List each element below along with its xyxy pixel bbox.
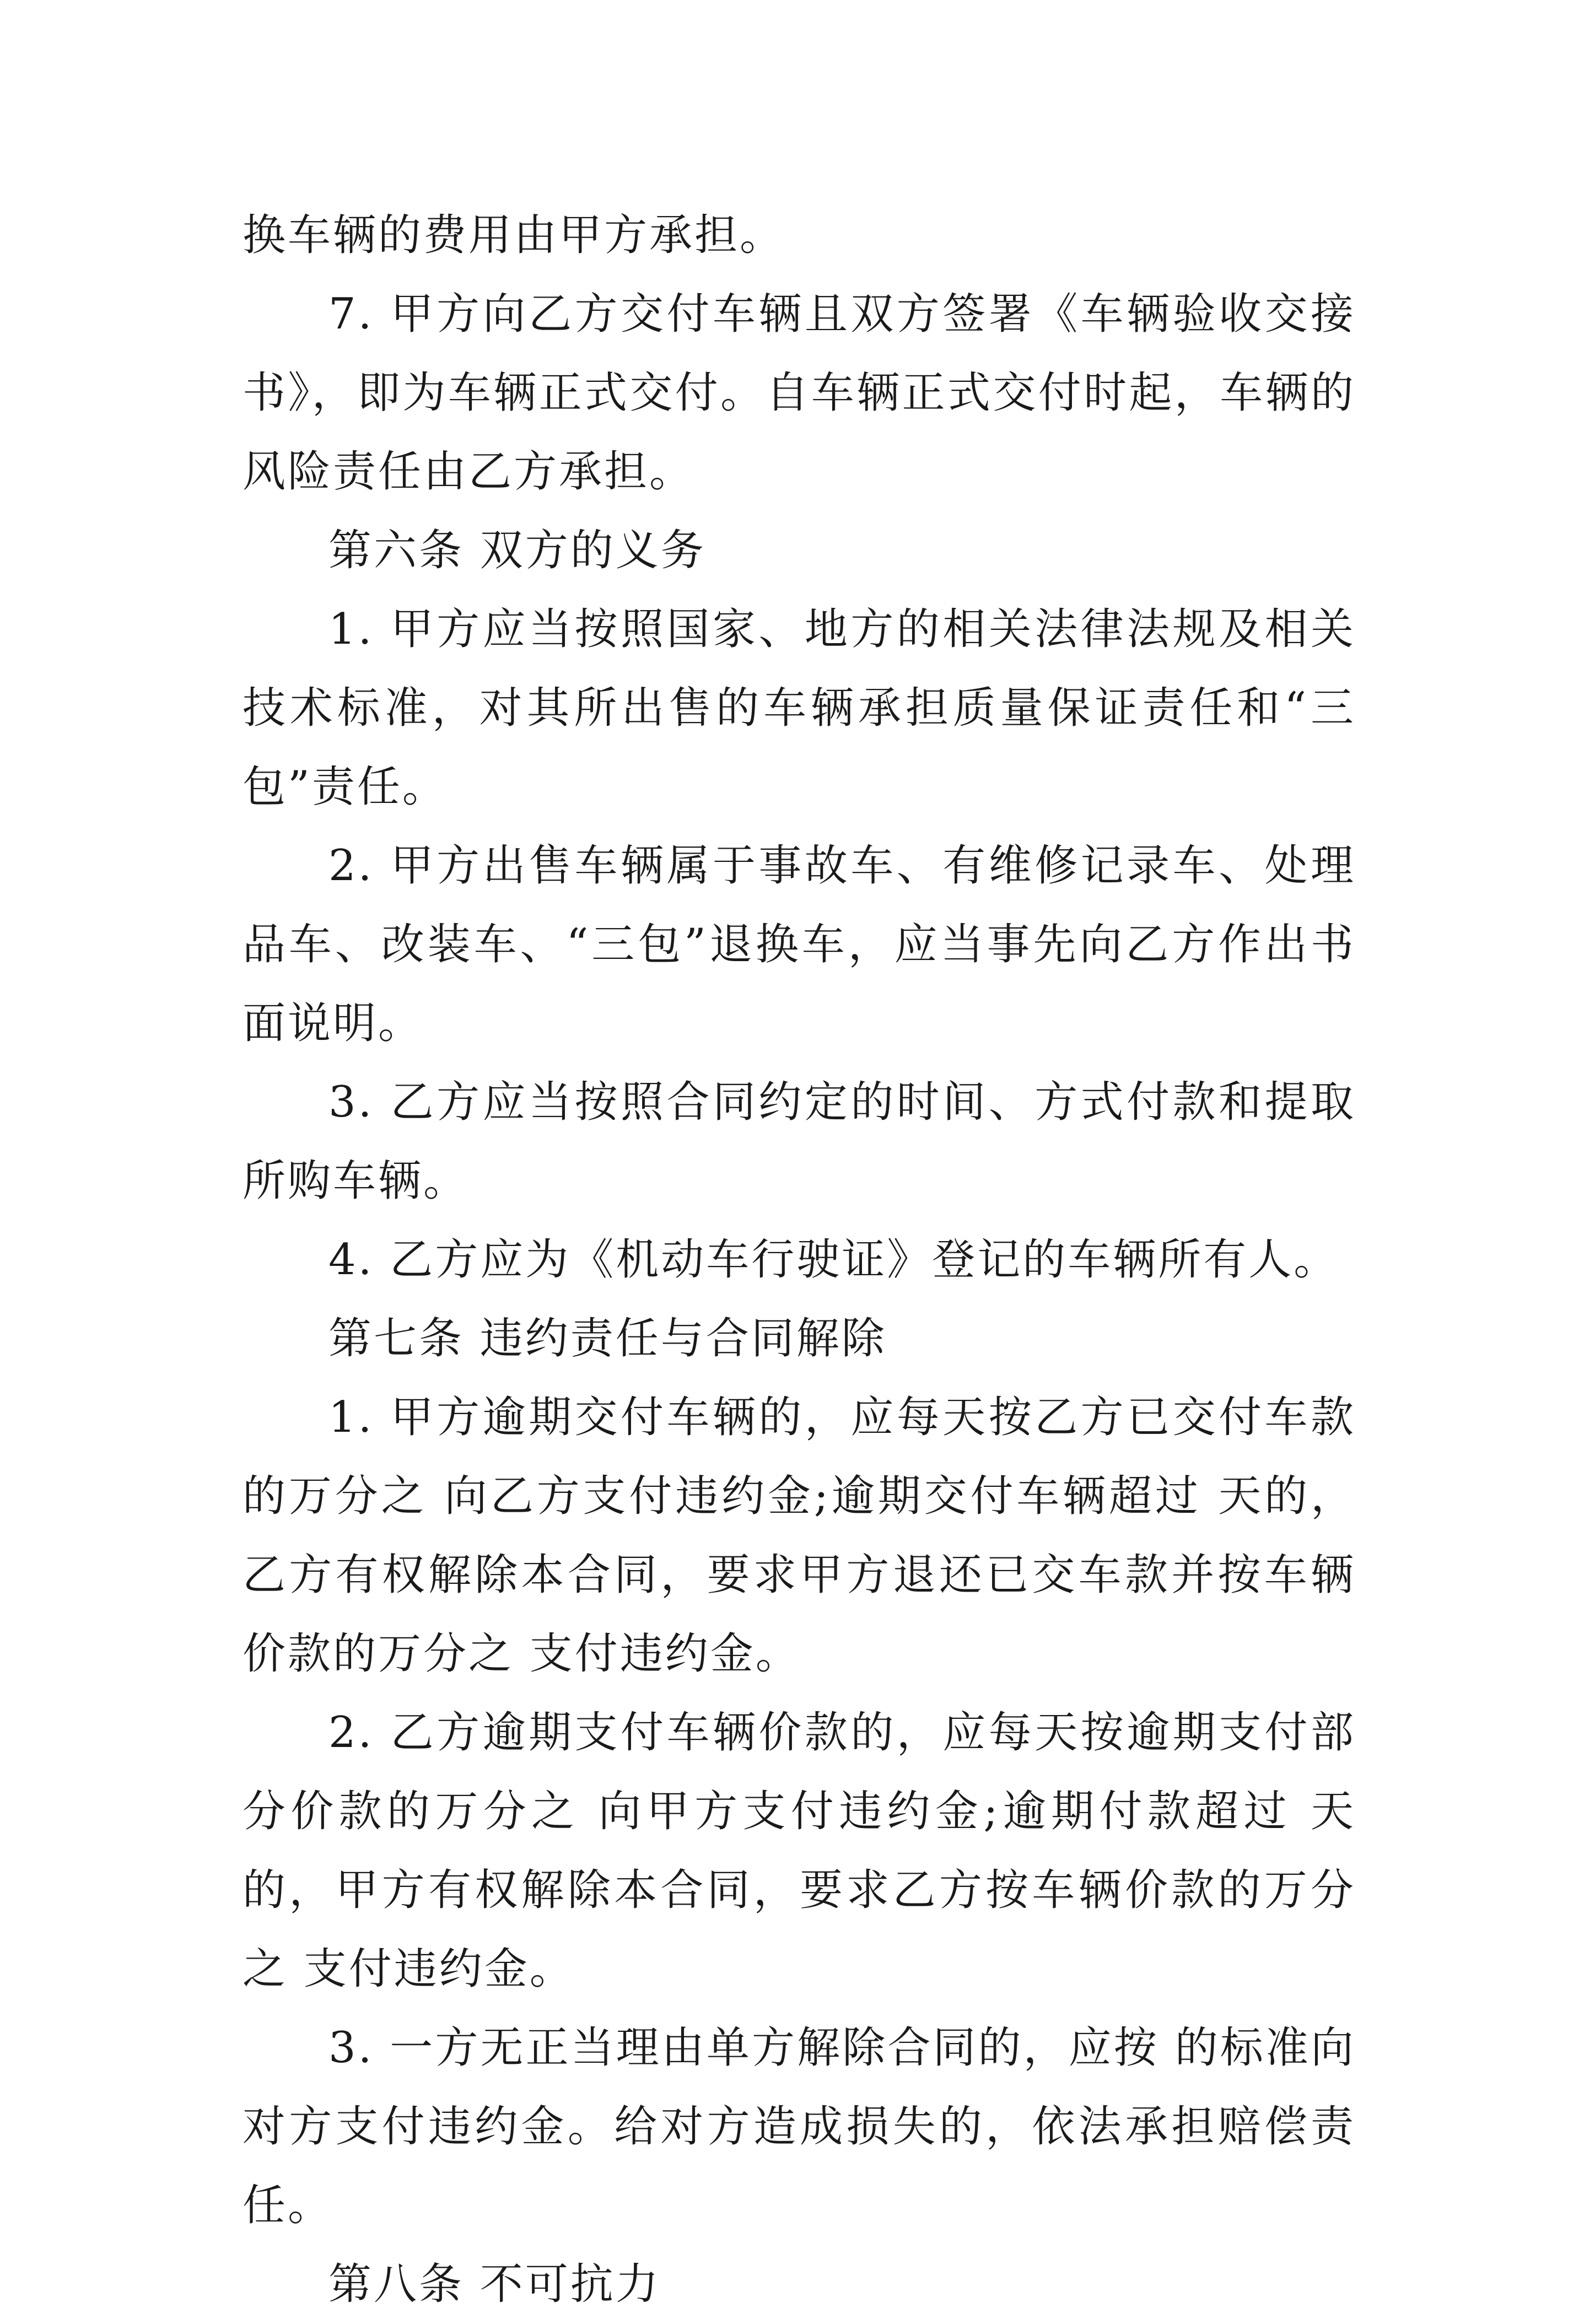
article-6-heading: 第六条 双方的义务 [328,526,706,575]
article-6-item-4: 4. 乙方应为《机动车行驶证》登记的车辆所有人。 [328,1235,1339,1285]
article-7-item-1: 1. 甲方逾期交付车辆的，应每天按乙方已交付车款的万分之 向乙方支付违约金;逾期交付车辆超过 天的，乙方有权解除本合同，要求甲方退还已交车款并按车辆价款的万分之 支付违约金。 [243,1393,1356,1679]
paragraph-continuation: 换车辆的费用由甲方承担。 [243,211,785,260]
article-8-heading: 第八条 不可抗力 [328,2260,661,2309]
article-6-item-3: 3. 乙方应当按照合同约定的时间、方式付款和提取所购车辆。 [243,1077,1356,1206]
clause-5-item-7: 7. 甲方向乙方交付车辆且双方签署《车辆验收交接书》，即为车辆正式交付。自车辆正式交付时起，车辆的风险责任由乙方承担。 [243,289,1356,497]
article-7-item-3: 3. 一方无正当理由单方解除合同的，应按 的标准向对方支付违约金。给对方造成损失的，依法承担赔偿责任。 [243,2023,1356,2230]
article-6-item-2: 2. 甲方出售车辆属于事故车、有维修记录车、处理品车、改装车、“三包”退换车，应当事先向乙方作出书面说明。 [243,841,1356,1048]
article-7-item-2: 2. 乙方逾期支付车辆价款的，应每天按逾期支付部分价款的万分之 向甲方支付违约金;逾期付款超过 天的，甲方有权解除本合同，要求乙方按车辆价款的万分之 支付违约金。 [243,1708,1356,1994]
article-6-item-1: 1. 甲方应当按照国家、地方的相关法律法规及相关技术标准，对其所出售的车辆承担质量保证责任和“三包”责任。 [243,605,1356,812]
document-body [243,196,1356,2324]
article-7-heading: 第七条 违约责任与合同解除 [328,1314,887,1363]
